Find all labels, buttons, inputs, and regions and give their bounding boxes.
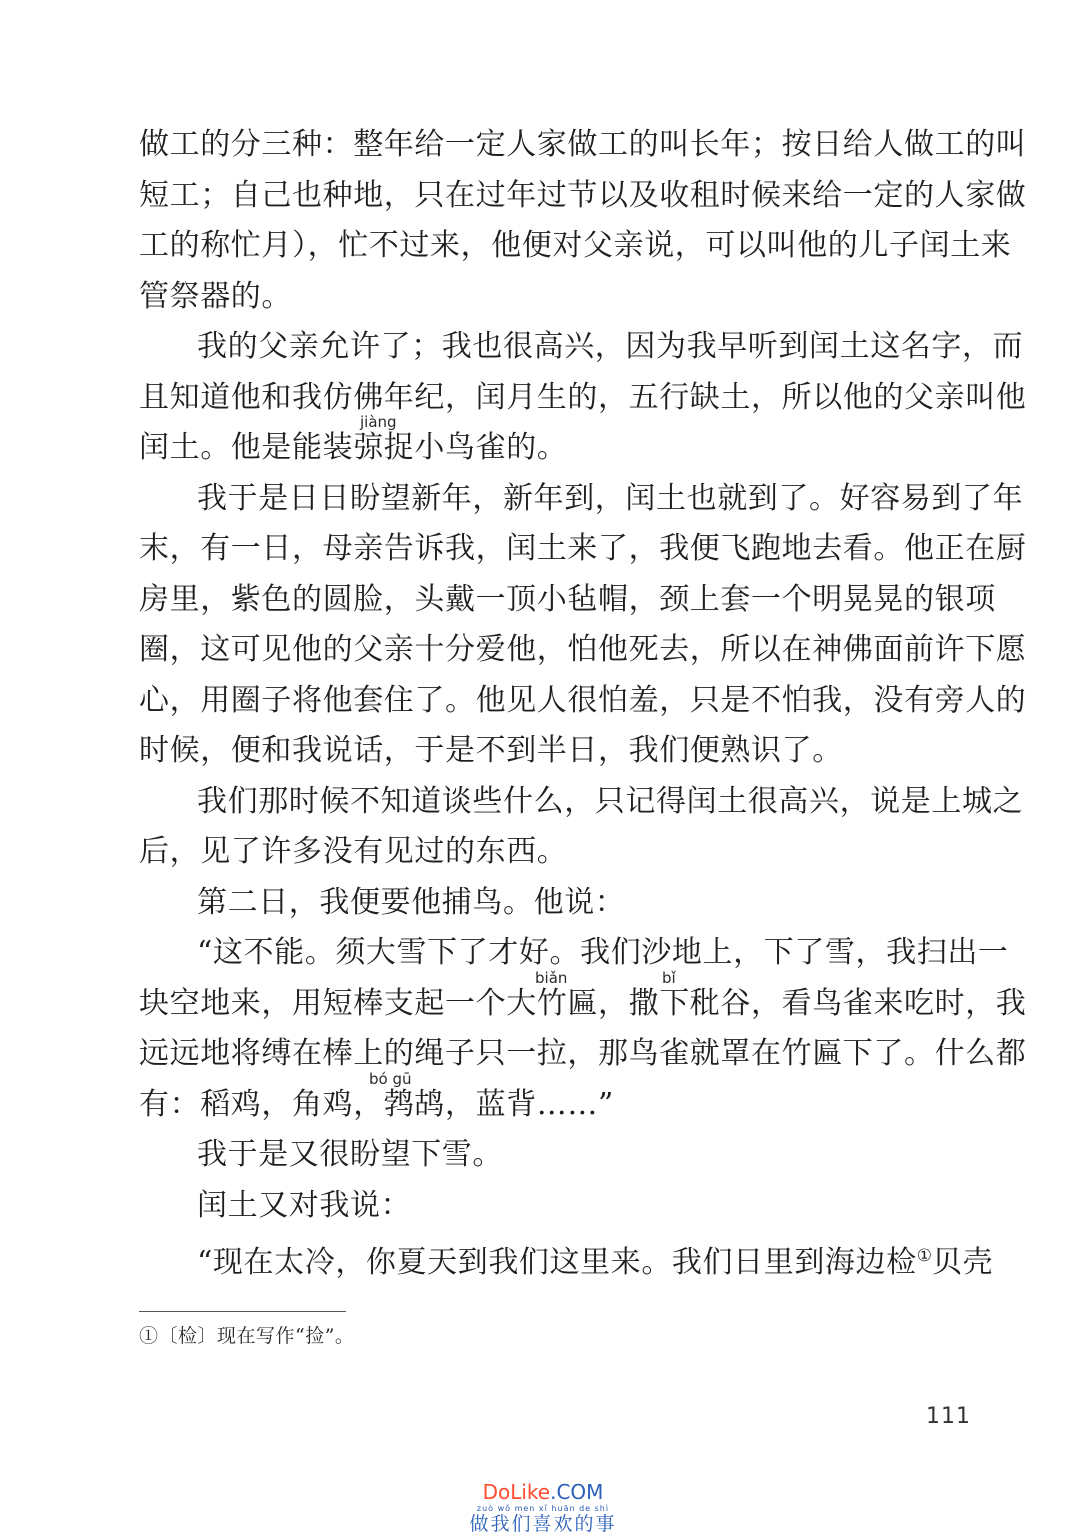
text-line: bó gū 有：稻鸡，角鸡，鹁鸪，蓝背……” xyxy=(139,1069,614,1122)
text-line: “这不能。须大雪下了才好。我们沙地上，下了雪，我扫出一 xyxy=(197,935,1009,970)
text-line: 且知道他和我仿佛年纪，闰月生的，五行缺土，所以他的父亲叫他 xyxy=(139,379,1027,415)
footnote-divider xyxy=(139,1311,346,1312)
pinyin-bogu: bó gū xyxy=(369,1069,412,1088)
text-line: 心，用圈子将他套住了。他见人很怕羞，只是不怕我，没有旁人的 xyxy=(139,682,1027,718)
text-line: 做工的分三种：整年给一定人家做工的叫长年；按日给人做工的叫 xyxy=(139,127,1027,162)
text-line: 我的父亲允许了；我也很高兴，因为我早听到闰土这名字，而 xyxy=(197,329,1024,364)
text-line: 管祭器的。 xyxy=(139,278,292,314)
text-line: 远远地将缚在棒上的绳子只一拉，那鸟雀就罩在竹匾下了。什么都 xyxy=(139,1036,1027,1071)
text-line: 第二日，我便要他捕鸟。他说： xyxy=(197,884,626,920)
watermark-slogan: 做我们喜欢的事 xyxy=(469,1513,617,1535)
text-line: 圈，这可见他的父亲十分爱他，怕他死去，所以在神佛面前许下愿 xyxy=(139,632,1027,667)
pinyin-jiang: jiàng xyxy=(360,413,397,431)
text-line: 工的称忙月），忙不过来，他便对父亲说，可以叫他的儿子闰土来 xyxy=(139,228,1012,263)
footnote-reference[interactable]: ① xyxy=(916,1246,932,1266)
text-line: “现在太冷，你夏天到我们这里来。我们日里到海边检①贝壳 xyxy=(197,1245,994,1280)
pinyin-bian: biǎn xyxy=(535,968,568,987)
text-line: 后，见了许多没有见过的东西。 xyxy=(139,834,568,869)
text-line: 我于是又很盼望下雪。 xyxy=(197,1137,503,1172)
pinyin-bi: bǐ xyxy=(662,968,676,987)
text-line: 我们那时候不知道谈些什么，只记得闰土很高兴，说是上城之 xyxy=(197,783,1024,819)
text-line: 我于是日日盼望新年，新年到，闰土也就到了。好容易到了年 xyxy=(197,480,1024,516)
text-line: 短工；自己也种地，只在过年过节以及收租时候来给一定的人家做 xyxy=(139,177,1027,213)
text-line: 闰土又对我说： xyxy=(197,1187,412,1223)
watermark-logo: DoLike.COM xyxy=(482,1480,604,1504)
body-text xyxy=(139,120,1027,1282)
text-line: biǎn bǐ 块空地来，用短棒支起一个大竹匾，撒下秕谷，看鸟雀来吃时，我 xyxy=(139,968,1027,1021)
footnote: ①〔检〕现在写作“捡”。 xyxy=(139,1325,355,1347)
page-number: 111 xyxy=(926,1404,971,1429)
text-line: 房里，紫色的圆脸，头戴一顶小毡帽，颈上套一个明晃晃的银项 xyxy=(139,581,996,617)
watermark xyxy=(454,1480,632,1535)
text-line: jiàng 闰土。他是能装弶捉小鸟雀的。 xyxy=(139,413,568,465)
text-line: 时候，便和我说话，于是不到半日，我们便熟识了。 xyxy=(139,733,843,768)
text-line: 末，有一日，母亲告诉我，闰土来了，我便飞跑地去看。他正在厨 xyxy=(139,531,1027,566)
watermark-pinyin: zuò wǒ men xǐ huān de shì xyxy=(476,1504,610,1513)
